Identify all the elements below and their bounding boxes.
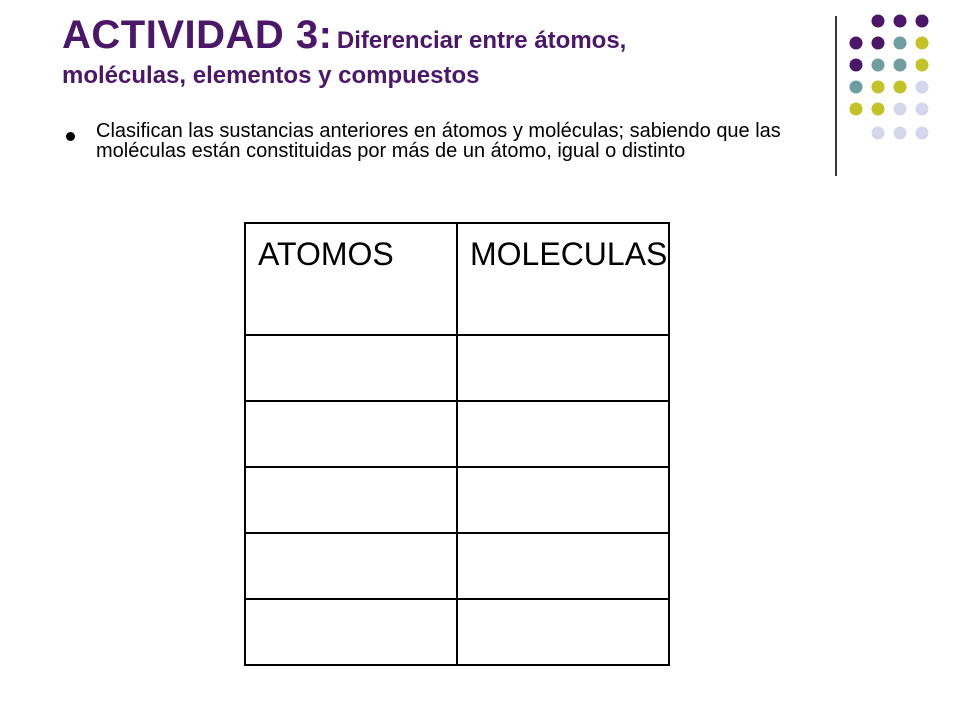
decorative-dot [872,37,885,50]
table-cell[interactable] [245,401,457,467]
decorative-dot [872,127,885,140]
decorative-dot-grid [842,12,960,162]
header-atomos: ATOMOS [258,236,394,272]
decorative-dot [916,81,929,94]
title-sub-line1: Diferenciar entre átomos, [336,27,627,54]
table-row [245,533,669,599]
classification-table [244,222,670,666]
header-moleculas: MOLECULAS [470,236,668,272]
bullet-text: Clasifican las sustancias anteriores en átomos y moléculas; sabiendo que las moléculas están constituidas por más de un átomo, igual o distinto [96,120,781,162]
title-main: ACTIVIDAD 3: [62,13,333,57]
table-cell[interactable] [457,467,669,533]
header-cell-atomos [245,223,457,335]
decorative-dot [894,37,907,50]
decorative-dot [916,37,929,50]
table-cell[interactable] [457,599,669,665]
decorative-dot [894,59,907,72]
decorative-dot [850,103,863,116]
table-header-row [245,223,669,335]
decorative-dot [872,59,885,72]
table-cell[interactable] [245,467,457,533]
header-cell-moleculas [457,223,669,335]
decorative-dot [894,15,907,28]
decorative-dot [850,37,863,50]
decorative-dot [916,103,929,116]
decorative-dot [894,127,907,140]
table-cell[interactable] [245,533,457,599]
table-row [245,467,669,533]
decorative-dot [872,103,885,116]
table-row [245,335,669,401]
decorative-dot [894,103,907,116]
table-row [245,599,669,665]
decorative-dot [850,81,863,94]
table-cell[interactable] [457,335,669,401]
table-cell[interactable] [457,533,669,599]
decorative-dot [872,15,885,28]
decorative-dot [916,59,929,72]
decorative-dot [916,127,929,140]
decorative-dot [850,59,863,72]
decorative-dot [872,81,885,94]
decorative-dot [916,15,929,28]
title-sub-line2: moléculas, elementos y compuestos [62,62,480,89]
table-cell[interactable] [245,335,457,401]
table-cell[interactable] [245,599,457,665]
bullet-icon [66,132,75,141]
table-cell[interactable] [457,401,669,467]
decorative-dot [894,81,907,94]
slide-title [62,12,822,90]
table-row [245,401,669,467]
